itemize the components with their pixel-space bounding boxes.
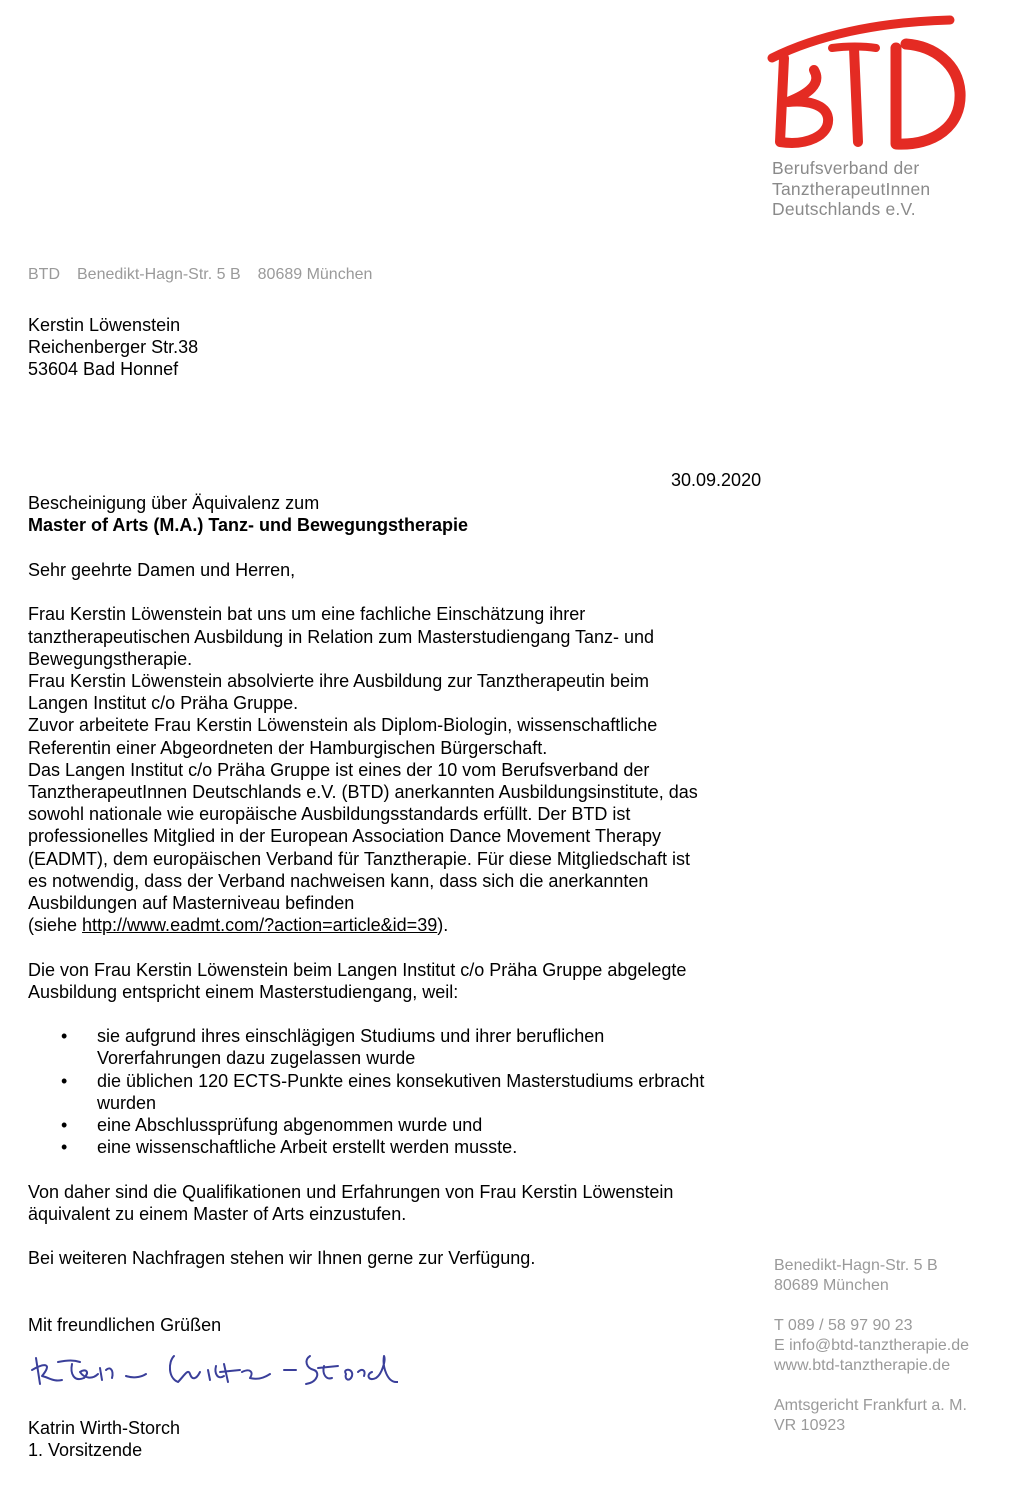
text-line: TanztherapeutInnen Deutschlands e.V. (BTD) anerkannten Ausbildungsinstitute, das [28, 782, 698, 803]
text-line: • sie aufgrund ihres einschlägigen Studiums und ihrer beruflichen [97, 1026, 605, 1047]
letter-date: 30.09.2020 [671, 470, 762, 490]
recipient-street: Reichenberger Str.38 [28, 337, 199, 357]
text-line: Langen Institut c/o Präha Gruppe. [28, 693, 299, 714]
text-line: Frau Kerstin Löwenstein absolvierte ihre Ausbildung zur Tanztherapeutin beim [28, 671, 650, 691]
ref-suffix: ). [437, 915, 449, 936]
text-line: professionelles Mitglied in der European Association Dance Movement Therapy [28, 826, 662, 847]
ref-prefix: (siehe [28, 915, 83, 936]
sidebar-phone: T 089 / 58 97 90 23 [774, 1317, 913, 1334]
paragraph-1 [28, 603, 768, 936]
signatory [28, 1417, 180, 1461]
text-line: Das Langen Institut c/o Präha Gruppe ist eines der 10 vom Berufsverband der [28, 759, 650, 780]
logo-org-line: TanztherapeutInnen [772, 178, 931, 199]
logo-org-line: Deutschlands e.V. [772, 199, 916, 219]
text-line: Referentin einer Abgeordneten der Hamburgischen Bürgerschaft. [28, 737, 548, 758]
reference-line [28, 914, 768, 936]
text-line: äquivalent zu einem Master of Arts einzustufen. [28, 1203, 407, 1224]
greeting: Mit freundlichen Grüßen [28, 1314, 222, 1335]
letter-subject [28, 492, 468, 536]
logo-org-line: Berufsverband der [772, 158, 920, 178]
sender-city: 80689 München [257, 266, 373, 283]
list-item [97, 1114, 768, 1136]
text-line: sowohl nationale wie europäische Ausbildungsstandards erfüllt. Der BTD ist [28, 804, 631, 825]
criteria-list [28, 1025, 768, 1158]
sender-street: Benedikt-Hagn-Str. 5 B [77, 266, 241, 283]
sidebar-street: Benedikt-Hagn-Str. 5 B [774, 1257, 938, 1274]
text-line: Ausbildungen auf Masterniveau befinden [28, 893, 355, 914]
contact-sidebar [774, 1256, 969, 1436]
text-line: • die üblichen 120 ECTS-Punkte eines konsekutiven Masterstudiums erbracht [97, 1070, 705, 1091]
text-line: Ausbildung entspricht einem Masterstudiengang, weil: [28, 981, 459, 1002]
signatory-name: Katrin Wirth-Storch [28, 1418, 181, 1438]
recipient-city: 53604 Bad Honnef [28, 359, 179, 379]
letter-body [28, 559, 768, 1336]
text-line: Von daher sind die Qualifikationen und Erfahrungen von Frau Kerstin Löwenstein [28, 1181, 674, 1202]
sidebar-city: 80689 München [774, 1277, 889, 1294]
text-line: Zuvor arbeitete Frau Kerstin Löwenstein als Diplom-Biologin, wissenschaftliche [28, 715, 658, 736]
btd-logo [766, 14, 966, 154]
text-line: Bewegungstherapie. [28, 648, 193, 669]
text-line: es notwendig, dass der Verband nachweisen kann, dass sich die anerkannten [28, 870, 649, 891]
list-item [97, 1070, 768, 1114]
salutation: Sehr geehrte Damen und Herren, [28, 560, 296, 580]
closing-note: Bei weiteren Nachfragen stehen wir Ihnen gerne zur Verfügung. [28, 1248, 536, 1269]
text-line: (EADMT), dem europäischen Verband für Tanztherapie. Für diese Mitgliedschaft ist [28, 848, 690, 869]
text-line: Vorerfahrungen dazu zugelassen wurde [97, 1048, 416, 1069]
sidebar-website: www.btd-tanztherapie.de [774, 1357, 951, 1374]
paragraph-2 [28, 959, 768, 1003]
list-item [97, 1025, 768, 1069]
text-line: wurden [97, 1092, 157, 1113]
recipient-address [28, 314, 198, 380]
logo-org-name [772, 158, 930, 220]
text-line: Die von Frau Kerstin Löwenstein beim Langen Institut c/o Präha Gruppe abgelegte [28, 959, 687, 980]
paragraph-3 [28, 1181, 768, 1225]
sidebar-register: VR 10923 [774, 1417, 846, 1434]
sender-org: BTD [28, 266, 60, 283]
sidebar-court: Amtsgericht Frankfurt a. M. [774, 1397, 967, 1414]
sidebar-email: E info@btd-tanztherapie.de [774, 1337, 970, 1354]
text-line: • eine Abschlussprüfung abgenommen wurde und [97, 1115, 483, 1136]
text-line: tanztherapeutischen Ausbildung in Relation zum Masterstudiengang Tanz- und [28, 626, 655, 647]
recipient-name: Kerstin Löwenstein [28, 315, 181, 335]
handwritten-signature [28, 1348, 398, 1394]
text-line: • eine wissenschaftliche Arbeit erstellt werden musste. [97, 1137, 518, 1158]
eadmt-link[interactable]: http://www.eadmt.com/?action=article&id=39 [82, 915, 438, 936]
list-item [97, 1136, 768, 1158]
sender-return-address [28, 266, 389, 284]
subject-title: Master of Arts (M.A.) Tanz- und Bewegungstherapie [28, 515, 469, 535]
signatory-role: 1. Vorsitzende [28, 1440, 143, 1460]
text-line: Frau Kerstin Löwenstein bat uns um eine fachliche Einschätzung ihrer [28, 604, 586, 625]
subject-line: Bescheinigung über Äquivalenz zum [28, 493, 320, 513]
